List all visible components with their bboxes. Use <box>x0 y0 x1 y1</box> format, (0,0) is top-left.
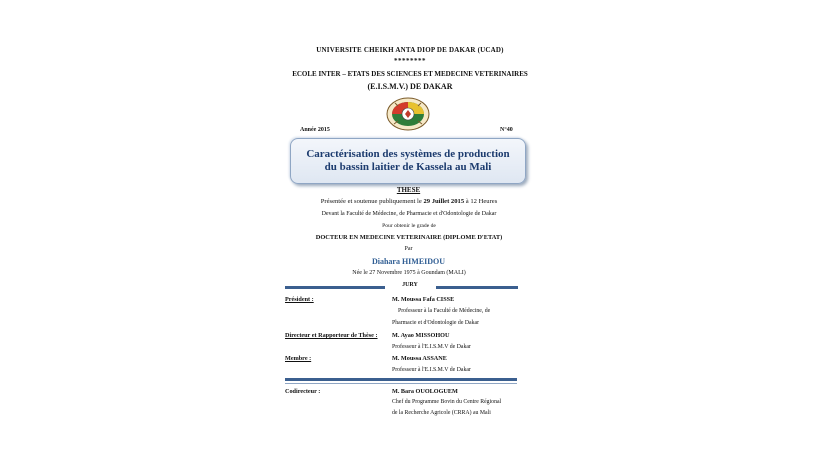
thesis-title: Caractérisation des systèmes de production du bassin laitier de Kassela au Mali <box>306 148 510 173</box>
member-name: M. Moussa ASSANE <box>392 355 447 362</box>
author-birth: Née le 27 Novembre 1975 à Goundam (MALI) <box>352 270 466 276</box>
jury-rule-right <box>436 286 518 289</box>
thesis-number: N°40 <box>500 127 513 133</box>
member-desc-1: Professeur à l'E.I.S.M.V de Dakar <box>392 367 471 373</box>
presentation-suffix: à 12 Heures <box>464 198 498 205</box>
school-acronym: (E.I.S.M.V.) DE DAKAR <box>367 82 453 91</box>
faculty-line: Devant la Faculté de Médecine, de Pharmacie et d'Odontologie de Dakar <box>321 211 497 217</box>
director-desc-1: Professeur à l'E.I.S.M.V de Dakar <box>392 344 471 350</box>
these-label: THESE <box>396 186 421 194</box>
school-name: ECOLE INTER – ETATS DES SCIENCES ET MEDECINE VETERINAIRES <box>292 70 528 78</box>
presentation-line <box>250 198 568 205</box>
president-name: M. Moussa Fafa CISSE <box>392 296 455 303</box>
jury-rule-left <box>285 286 385 289</box>
presentation-prefix: Présentée et soutenue publiquement le <box>320 198 424 205</box>
director-role <box>285 332 378 339</box>
year-label: Année 2015 <box>300 127 330 133</box>
director-name: M. Ayao MISSOHOU <box>392 332 450 339</box>
director-role-label: Directeur et Rapporteur de Thèse : <box>285 332 378 339</box>
author-name: Diahara HIMEIDOU <box>371 257 446 266</box>
president-desc-2: Pharmacie et d'Odontologie de Dakar <box>392 320 480 326</box>
title-box <box>290 138 526 184</box>
jury-bottom-rule-thin <box>285 383 517 384</box>
codirector-name: M. Bara OUOLOGUEM <box>392 388 458 395</box>
jury-label: JURY <box>402 282 418 288</box>
eismv-emblem-icon <box>385 97 431 131</box>
president-desc-1: Professeur à la Faculté de Médecine, de <box>398 308 491 314</box>
member-role-label: Membre : <box>285 355 312 362</box>
separator-stars: ******** <box>394 57 426 65</box>
jury-bottom-rule <box>285 378 517 381</box>
codirector-desc-2: de la Recherche Agricole (CRRA) au Mali <box>392 410 491 416</box>
by-label: Par <box>404 246 413 252</box>
university-name: UNIVERSITE CHEIKH ANTA DIOP DE DAKAR (UCAD) <box>316 46 504 54</box>
degree-title: DOCTEUR EN MEDECINE VETERINAIRE (DIPLOME D'ETAT) <box>315 234 503 241</box>
president-role-label: Président : <box>285 296 314 303</box>
codirector-desc-1: Chef du Programme Bovin du Centre Régional <box>392 399 502 405</box>
president-role <box>285 296 314 303</box>
member-role <box>285 355 311 362</box>
presentation-date: 29 Juillet 2015 <box>423 198 465 205</box>
codirector-role: Codirecteur : <box>285 388 321 395</box>
grade-intro: Pour obtenir le grade de <box>382 223 436 229</box>
